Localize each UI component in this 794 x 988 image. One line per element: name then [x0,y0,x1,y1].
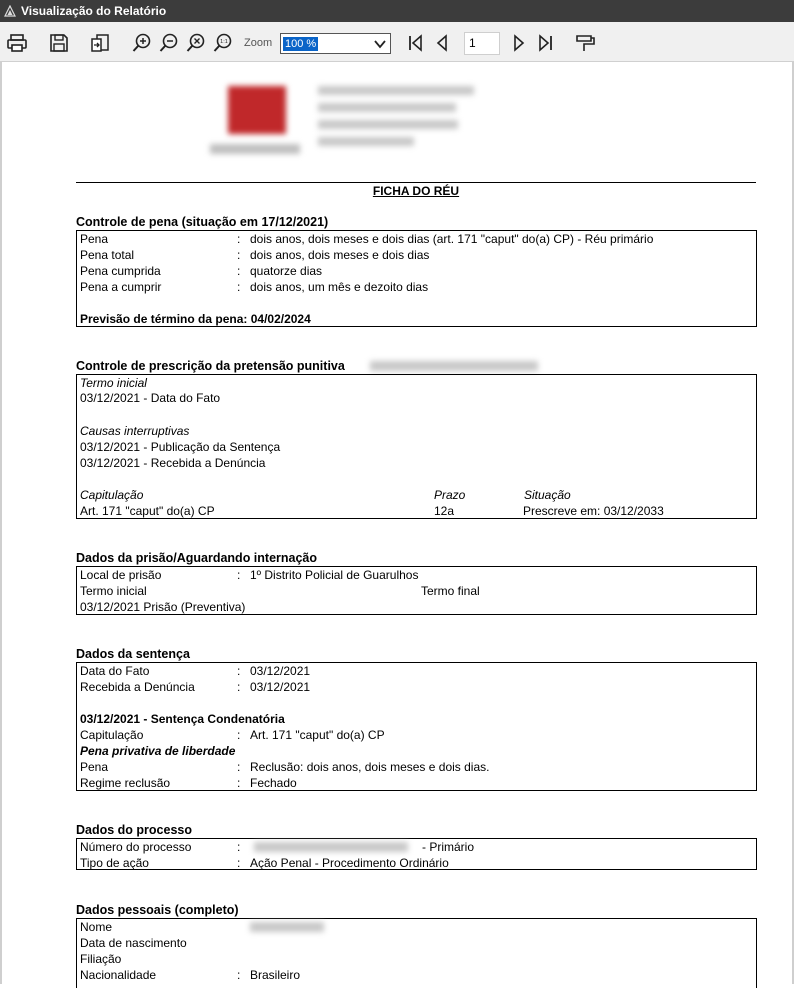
recebida-denuncia-value: 03/12/2021 [250,680,311,694]
pessoais-box [76,918,757,988]
col-situacao: Situação [524,488,571,502]
local-prisao-sep: : [237,568,241,582]
last-page-icon [535,32,557,54]
nacionalidade-value: Brasileiro [250,968,301,982]
prisao-termo-final-label: Termo final [421,584,480,598]
export-button[interactable] [88,31,112,55]
prazo-value: 12a [434,504,455,518]
svg-text:1:1: 1:1 [220,39,228,45]
data-fato-sep: : [237,664,241,678]
nome-label: Nome [80,920,113,934]
page-number-input[interactable]: 1 [464,32,500,55]
chevron-down-icon [373,37,387,51]
window-titlebar [0,0,794,22]
local-prisao-value: 1º Distrito Policial de Guarulhos [250,568,419,582]
pessoais-heading: Dados pessoais (completo) [76,903,239,917]
paint-button[interactable] [573,31,597,55]
pena-total-value: dois anos, dois meses e dois dias [250,248,430,262]
regime-label: Regime reclusão [80,776,171,790]
zoom-actual-button[interactable] [211,31,235,55]
zoom-out-icon [158,32,180,54]
numero-processo-label: Número do processo [80,840,192,854]
termo-inicial-value: 03/12/2021 - Data do Fato [80,391,221,405]
pena-label: Pena [80,232,109,246]
causa-item-2: 03/12/2021 - Recebida a Denúncia [80,456,266,470]
prisao-heading: Dados da prisão/Aguardando internação [76,551,318,565]
prisao-termo-inicial-value: 03/12/2021 Prisão (Preventiva) [80,600,246,614]
nome-redacted [250,922,324,932]
numero-processo-sep: : [237,840,241,854]
nascimento-label: Data de nascimento [80,936,187,950]
pena-value: dois anos, dois meses e dois dias (art. 171 "caput" do(a) CP) - Réu primário [250,232,654,246]
pena-a-cumprir-value: dois anos, um mês e dezoito dias [250,280,429,294]
zoom-label: Zoom [244,37,273,49]
data-fato-label: Data do Fato [80,664,150,678]
recebida-denuncia-label: Recebida a Denúncia [80,680,195,694]
processo-heading: Dados do processo [76,823,192,837]
tipo-acao-value: Ação Penal - Procedimento Ordinário [250,856,449,870]
sentenca-capitulacao-sep: : [237,728,241,742]
prescricao-heading: Controle de prescrição da pretensão punitiva [76,359,345,373]
zoom-value: 100 % [285,37,317,50]
zoom-select[interactable] [280,33,391,54]
window-title: Visualização do Relatório [21,4,167,18]
prev-page-button[interactable] [430,31,454,55]
sentenca-capitulacao-value: Art. 171 "caput" do(a) CP [250,728,385,742]
numero-processo-redacted [254,842,408,852]
col-prazo: Prazo [434,488,466,502]
filiacao-label: Filiação [80,952,122,966]
prev-page-icon [431,32,453,54]
tipo-acao-sep: : [237,856,241,870]
numero-processo-suffix: - Primário [422,840,475,854]
first-page-icon [404,32,426,54]
col-capitulacao: Capitulação [80,488,144,502]
last-page-button[interactable] [534,31,558,55]
previsao-termino: Previsão de término da pena: 04/02/2024 [80,312,311,326]
next-page-button[interactable] [507,31,531,55]
sentenca-pena-value: Reclusão: dois anos, dois meses e dois dias. [250,760,490,774]
sentenca-pena-sep: : [237,760,241,774]
prisao-termo-inicial-label: Termo inicial [80,584,147,598]
pena-sep: : [237,232,241,246]
printer-icon [6,32,28,54]
pena-total-sep: : [237,248,241,262]
next-page-icon [508,32,530,54]
pena-cumprida-label: Pena cumprida [80,264,161,278]
header-logo [210,86,302,166]
sentenca-title: 03/12/2021 - Sentença Condenatória [80,712,285,726]
save-icon [48,32,70,54]
pena-cumprida-value: quatorze dias [250,264,323,278]
pena-a-cumprir-sep: : [237,280,241,294]
export-icon [89,32,111,54]
first-page-button[interactable] [403,31,427,55]
zoom-in-icon [131,32,153,54]
zoom-fit-button[interactable] [184,31,208,55]
paint-icon [574,32,596,54]
report-title: FICHA DO RÉU [372,184,460,198]
print-button[interactable] [5,31,29,55]
termo-inicial-label: Termo inicial [80,376,147,390]
local-prisao-label: Local de prisão [80,568,162,582]
causas-label: Causas interruptivas [80,424,190,438]
data-fato-value: 03/12/2021 [250,664,311,678]
recebida-denuncia-sep: : [237,680,241,694]
regime-sep: : [237,776,241,790]
pena-a-cumprir-label: Pena a cumprir [80,280,162,294]
app-icon [4,5,16,17]
zoom-out-button[interactable] [157,31,181,55]
situacao-value: Prescreve em: 03/12/2033 [523,504,664,518]
pena-total-label: Pena total [80,248,135,262]
header-rule [76,182,756,183]
pena-privativa-label: Pena privativa de liberdade [80,744,236,758]
nacionalidade-sep: : [237,968,241,982]
sentenca-capitulacao-label: Capitulação [80,728,144,742]
header-redacted-text [318,86,474,154]
tipo-acao-label: Tipo de ação [80,856,149,870]
zoom-actual-icon [212,32,234,54]
pena-cumprida-sep: : [237,264,241,278]
nacionalidade-label: Nacionalidade [80,968,157,982]
prescricao-redacted [370,361,538,371]
toolbar [0,22,794,62]
sentenca-heading: Dados da sentença [76,647,190,661]
regime-value: Fechado [250,776,297,790]
zoom-in-button[interactable] [130,31,154,55]
causa-item-1: 03/12/2021 - Publicação da Sentença [80,440,281,454]
sentenca-pena-label: Pena [80,760,109,774]
save-button[interactable] [47,31,71,55]
capitulacao-value: Art. 171 "caput" do(a) CP [80,504,215,518]
zoom-fit-icon [185,32,207,54]
pena-heading: Controle de pena (situação em 17/12/2021) [76,215,329,229]
